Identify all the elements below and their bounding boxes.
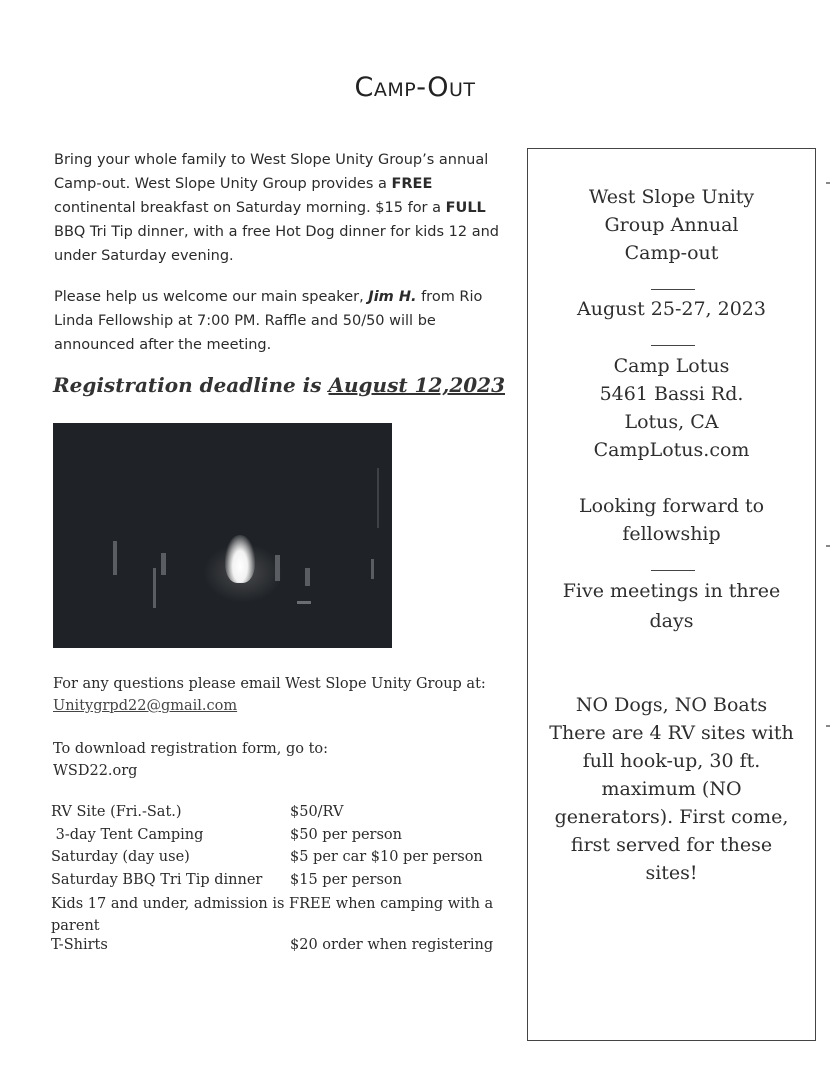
meetings-line: Five meetings in three	[562, 580, 781, 602]
questions-paragraph	[53, 673, 523, 717]
fee-price: $15 per person	[290, 872, 402, 888]
forward-line: fellowship	[622, 523, 721, 545]
scan-mark	[826, 182, 830, 184]
registration-deadline	[53, 373, 523, 397]
intro-text-3: BBQ Tri Tip dinner, with a free Hot Dog dinner for kids 12 and under Saturday evening.	[54, 224, 499, 264]
speaker-paragraph	[54, 285, 514, 357]
silhouette-figure	[305, 568, 310, 586]
sidebar-event-name	[527, 183, 816, 267]
rules-line: generators). First come,	[554, 806, 789, 828]
download-text: To download registration form, go to:	[53, 741, 329, 757]
speaker-text-1: Please help us welcome our main speaker,	[54, 289, 369, 305]
event-name-line: West Slope Unity	[588, 186, 755, 208]
intro-full: FULL	[445, 200, 486, 216]
campfire-photo	[53, 423, 392, 648]
fee-item: Saturday (day use)	[51, 849, 190, 865]
fee-item: RV Site (Fri.-Sat.)	[51, 804, 182, 820]
event-name-line: Camp-out	[624, 242, 719, 264]
fee-item: 3-day Tent Camping	[51, 827, 204, 843]
download-paragraph	[53, 738, 523, 782]
silhouette-figure	[297, 601, 311, 604]
sidebar-location	[527, 352, 816, 464]
rules-line: sites!	[645, 862, 698, 884]
meetings-line: days	[649, 610, 694, 632]
silhouette-figure	[377, 468, 379, 528]
speaker-text-2: from Rio Linda Fellowship at 7:00 PM. Raffle and 50/50 will be announced after the meeting.	[54, 289, 483, 353]
fee-item: T-Shirts	[51, 937, 108, 953]
silhouette-figure	[153, 568, 156, 608]
intro-free: FREE	[391, 176, 433, 192]
kids-note: Kids 17 and under, admission is FREE when camping with a parent	[51, 896, 494, 934]
sidebar-meetings	[527, 576, 816, 636]
silhouette-figure	[113, 541, 117, 575]
venue-name: Camp Lotus	[613, 355, 730, 377]
fee-price: $50 per person	[290, 827, 402, 843]
divider	[651, 289, 695, 290]
venue-website: CampLotus.com	[593, 439, 750, 461]
intro-text-1: Bring your whole family to West Slope Unity Group’s annual Camp-out. West Slope Unity Group provides a	[54, 152, 489, 192]
rules-line: There are 4 RV sites with	[549, 722, 794, 744]
divider	[651, 570, 695, 571]
intro-text-2: continental breakfast on Saturday morning. $15 for a	[54, 200, 446, 216]
rules-line: NO Dogs, NO Boats	[575, 694, 768, 716]
email-link[interactable]: Unitygrpd22@gmail.com	[53, 698, 238, 714]
download-site: WSD22.org	[53, 763, 138, 779]
scan-mark	[826, 725, 830, 727]
sidebar-rules	[527, 691, 816, 887]
venue-address: 5461 Bassi Rd.	[599, 383, 744, 405]
venue-city: Lotus, CA	[624, 411, 719, 433]
forward-line: Looking forward to	[578, 495, 765, 517]
fee-item: Saturday BBQ Tri Tip dinner	[51, 872, 263, 888]
intro-paragraph	[54, 148, 514, 268]
fee-price: $50/RV	[290, 804, 344, 820]
fee-price: $20 order when registering	[290, 937, 494, 953]
event-name-line: Group Annual	[604, 214, 739, 236]
silhouette-figure	[371, 559, 374, 579]
sidebar-forward	[527, 492, 816, 548]
deadline-label: Registration deadline is	[53, 373, 329, 397]
divider	[651, 345, 695, 346]
rules-line: full hook-up, 30 ft.	[582, 750, 761, 772]
questions-text: For any questions please email West Slope Unity Group at:	[53, 676, 486, 692]
speaker-name: Jim H.	[368, 289, 417, 305]
campfire-flame	[225, 535, 255, 583]
page-title: Camp-Out	[354, 72, 476, 103]
fee-price: $5 per car $10 per person	[290, 849, 483, 865]
scan-mark	[826, 545, 830, 547]
sidebar-dates: August 25-27, 2023	[577, 298, 766, 320]
silhouette-figure	[275, 555, 280, 581]
rules-line: maximum (NO	[601, 778, 742, 800]
rules-line: first served for these	[570, 834, 773, 856]
silhouette-figure	[161, 553, 166, 575]
deadline-date: August 12,2023	[328, 373, 506, 397]
